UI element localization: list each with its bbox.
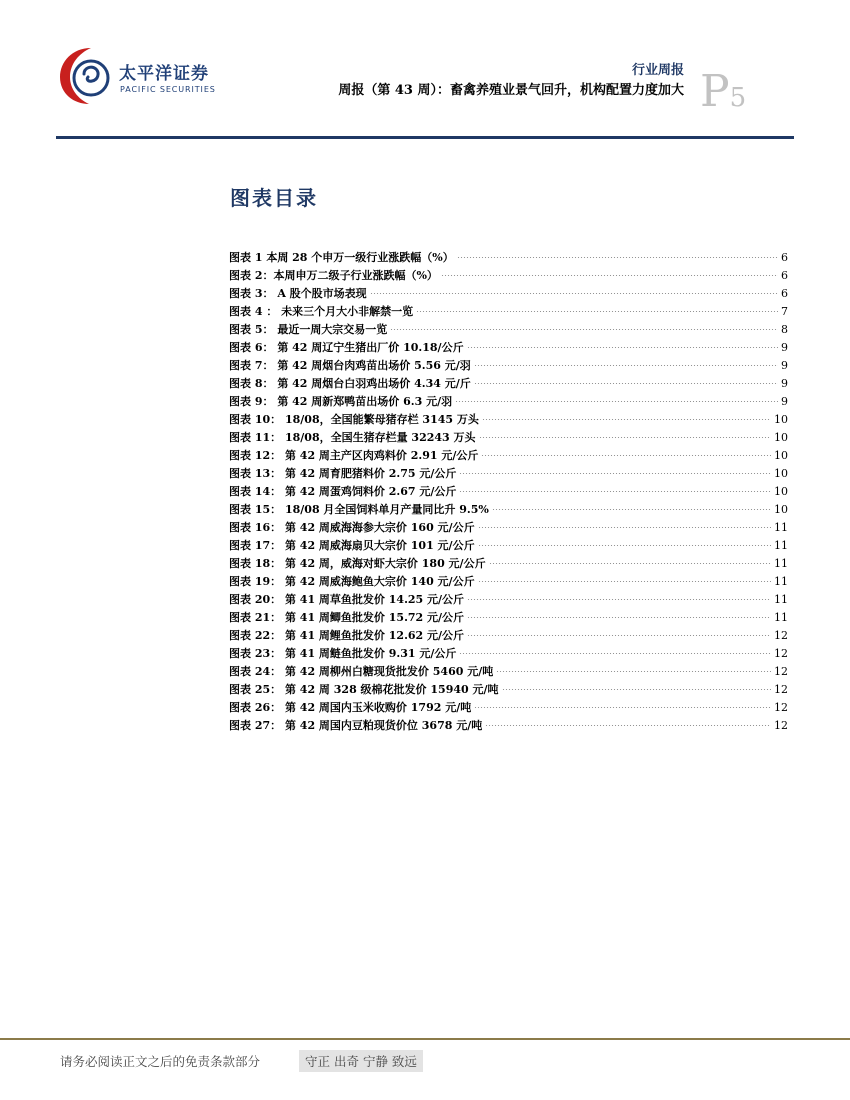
toc-item-label[interactable]: 图表 2：本周申万二级子行业涨跌幅（%） xyxy=(229,269,438,282)
toc-dot-leader xyxy=(370,293,778,294)
toc-item-page[interactable]: 6 xyxy=(781,287,788,300)
toc-item-label[interactable]: 图表 1 本周 28 个申万一级行业涨跌幅（%） xyxy=(229,251,454,264)
toc-item[interactable] xyxy=(229,447,788,465)
toc-item[interactable] xyxy=(229,249,788,267)
toc-dot-leader xyxy=(416,311,778,312)
toc-item[interactable] xyxy=(229,591,788,609)
toc-dot-leader xyxy=(467,347,778,348)
toc-list xyxy=(229,249,788,735)
toc-item-page[interactable]: 7 xyxy=(781,305,788,318)
toc-dot-leader xyxy=(478,545,771,546)
page-number xyxy=(700,66,747,117)
toc-dot-leader xyxy=(474,707,771,708)
toc-item-label[interactable]: 图表 12： 第 42 周主产区肉鸡料价 2.91 元/公斤 xyxy=(229,449,479,462)
company-logo xyxy=(58,42,228,112)
toc-dot-leader xyxy=(459,473,771,474)
toc-item[interactable] xyxy=(229,321,788,339)
report-title: 周报（第 43 周）：畜禽养殖业景气回升，机构配置力度加大 xyxy=(338,83,684,98)
toc-item-label[interactable]: 图表 13： 第 42 周育肥猪料价 2.75 元/公斤 xyxy=(229,467,457,480)
toc-item-label[interactable]: 图表 16： 第 42 周威海海参大宗价 160 元/公斤 xyxy=(229,521,475,534)
toc-item[interactable] xyxy=(229,717,788,735)
toc-item[interactable] xyxy=(229,519,788,537)
toc-dot-leader xyxy=(457,257,778,258)
toc-dot-leader xyxy=(441,275,778,276)
toc-item-label[interactable]: 图表 4 ： 未来三个月大小非解禁一览 xyxy=(229,305,414,318)
toc-item-page[interactable]: 12 xyxy=(774,665,788,678)
toc-item-page[interactable]: 12 xyxy=(774,701,788,714)
toc-item-label[interactable]: 图表 15： 18/08 月全国饲料单月产量同比升 9.5% xyxy=(229,503,489,516)
toc-item-page[interactable]: 12 xyxy=(774,683,788,696)
toc-item-page[interactable]: 9 xyxy=(781,341,788,354)
toc-dot-leader xyxy=(482,419,771,420)
toc-item-label[interactable]: 图表 7： 第 42 周烟台肉鸡苗出场价 5.56 元/羽 xyxy=(229,359,471,372)
toc-item-page[interactable]: 11 xyxy=(774,521,788,534)
toc-item-page[interactable]: 11 xyxy=(774,593,788,606)
toc-item-page[interactable]: 12 xyxy=(774,629,788,642)
toc-item[interactable] xyxy=(229,609,788,627)
toc-dot-leader xyxy=(492,509,771,510)
toc-item-label[interactable]: 图表 23： 第 41 周鲢鱼批发价 9.31 元/公斤 xyxy=(229,647,457,660)
toc-dot-leader xyxy=(467,635,771,636)
toc-item-label[interactable]: 图表 24： 第 42 周柳州白糖现货批发价 5460 元/吨 xyxy=(229,665,494,678)
toc-item[interactable] xyxy=(229,699,788,717)
toc-item-label[interactable]: 图表 20： 第 41 周草鱼批发价 14.25 元/公斤 xyxy=(229,593,465,606)
toc-item[interactable] xyxy=(229,465,788,483)
toc-item-page[interactable]: 10 xyxy=(774,467,788,480)
toc-item-page[interactable]: 11 xyxy=(774,611,788,624)
toc-item-page[interactable]: 11 xyxy=(774,539,788,552)
toc-item-page[interactable]: 11 xyxy=(774,557,788,570)
footer-slogan: 守正 出奇 宁静 致远 xyxy=(299,1050,423,1072)
toc-dot-leader xyxy=(502,689,772,690)
toc-item-label[interactable]: 图表 14： 第 42 周蛋鸡饲料价 2.67 元/公斤 xyxy=(229,485,457,498)
toc-item-label[interactable]: 图表 3： A 股个股市场表现 xyxy=(229,287,367,300)
toc-dot-leader xyxy=(459,653,771,654)
logo-chinese-name: 太平洋证券 xyxy=(119,64,209,84)
toc-item-label[interactable]: 图表 8： 第 42 周烟台白羽鸡出场价 4.34 元/斤 xyxy=(229,377,471,390)
toc-item[interactable] xyxy=(229,267,788,285)
toc-item-page[interactable]: 10 xyxy=(774,485,788,498)
toc-item-page[interactable]: 10 xyxy=(774,503,788,516)
toc-item[interactable] xyxy=(229,663,788,681)
toc-item[interactable] xyxy=(229,555,788,573)
toc-item[interactable] xyxy=(229,483,788,501)
toc-item[interactable] xyxy=(229,285,788,303)
toc-dot-leader xyxy=(390,329,778,330)
toc-item-page[interactable]: 11 xyxy=(774,575,788,588)
toc-item-page[interactable]: 10 xyxy=(774,449,788,462)
toc-item-page[interactable]: 6 xyxy=(781,269,788,282)
toc-item-label[interactable]: 图表 6： 第 42 周辽宁生猪出厂价 10.18/公斤 xyxy=(229,341,464,354)
toc-item[interactable] xyxy=(229,303,788,321)
toc-item-page[interactable]: 9 xyxy=(781,377,788,390)
toc-dot-leader xyxy=(474,383,778,384)
toc-item[interactable] xyxy=(229,429,788,447)
logo-english-name: PACIFIC SECURITIES xyxy=(120,85,216,94)
footer-divider xyxy=(0,1038,850,1040)
toc-item-page[interactable]: 12 xyxy=(774,719,788,732)
toc-item-page[interactable]: 8 xyxy=(781,323,788,336)
toc-item-label[interactable]: 图表 21： 第 41 周鲫鱼批发价 15.72 元/公斤 xyxy=(229,611,465,624)
toc-heading: 图表目录 xyxy=(230,186,318,210)
page-letter: P xyxy=(700,66,730,117)
toc-dot-leader xyxy=(481,455,771,456)
header-divider xyxy=(56,136,794,139)
toc-item[interactable] xyxy=(229,375,788,393)
toc-item-label[interactable]: 图表 19： 第 42 周威海鲍鱼大宗价 140 元/公斤 xyxy=(229,575,475,588)
toc-item[interactable] xyxy=(229,627,788,645)
toc-item-label[interactable]: 图表 10： 18/08，全国能繁母猪存栏 3145 万头 xyxy=(229,413,479,426)
toc-item[interactable] xyxy=(229,411,788,429)
toc-item-page[interactable]: 10 xyxy=(774,431,788,444)
toc-item[interactable] xyxy=(229,537,788,555)
toc-item[interactable] xyxy=(229,573,788,591)
toc-item-label[interactable]: 图表 5： 最近一周大宗交易一览 xyxy=(229,323,388,336)
toc-item-label[interactable]: 图表 17： 第 42 周威海扇贝大宗价 101 元/公斤 xyxy=(229,539,475,552)
toc-dot-leader xyxy=(478,581,771,582)
toc-dot-leader xyxy=(489,563,771,564)
toc-item[interactable] xyxy=(229,681,788,699)
toc-item[interactable] xyxy=(229,339,788,357)
toc-item-label[interactable]: 图表 26： 第 42 周国内玉米收购价 1792 元/吨 xyxy=(229,701,472,714)
toc-item-page[interactable]: 10 xyxy=(774,413,788,426)
toc-item-page[interactable]: 6 xyxy=(781,251,788,264)
toc-dot-leader xyxy=(474,365,778,366)
toc-dot-leader xyxy=(459,491,771,492)
toc-item-label[interactable]: 图表 22： 第 41 周鲤鱼批发价 12.62 元/公斤 xyxy=(229,629,465,642)
toc-dot-leader xyxy=(485,725,771,726)
toc-item-label[interactable]: 图表 18： 第 42 周，威海对虾大宗价 180 元/公斤 xyxy=(229,557,486,570)
toc-dot-leader xyxy=(496,671,771,672)
toc-item[interactable] xyxy=(229,393,788,411)
toc-item-label[interactable]: 图表 25： 第 42 周 328 级棉花批发价 15940 元/吨 xyxy=(229,683,499,696)
pacific-securities-logo-icon xyxy=(58,44,116,106)
toc-dot-leader xyxy=(467,617,771,618)
footer-disclaimer-note: 请务必阅读正文之后的免责条款部分 xyxy=(60,1054,261,1069)
toc-item[interactable] xyxy=(229,645,788,663)
toc-dot-leader xyxy=(478,527,771,528)
toc-dot-leader xyxy=(455,401,778,402)
report-type: 行业周报 xyxy=(631,63,684,78)
toc-item-label[interactable]: 图表 11： 18/08，全国生猪存栏量 32243 万头 xyxy=(229,431,476,444)
page-digit: 5 xyxy=(729,83,747,113)
toc-item-label[interactable]: 图表 27： 第 42 周国内豆粕现货价位 3678 元/吨 xyxy=(229,719,483,732)
toc-item[interactable] xyxy=(229,501,788,519)
toc-dot-leader xyxy=(479,437,771,438)
toc-item[interactable] xyxy=(229,357,788,375)
toc-dot-leader xyxy=(467,599,771,600)
toc-item-page[interactable]: 9 xyxy=(781,395,788,408)
toc-item-label[interactable]: 图表 9： 第 42 周新郑鸭苗出场价 6.3 元/羽 xyxy=(229,395,453,408)
toc-item-page[interactable]: 9 xyxy=(781,359,788,372)
toc-item-page[interactable]: 12 xyxy=(774,647,788,660)
